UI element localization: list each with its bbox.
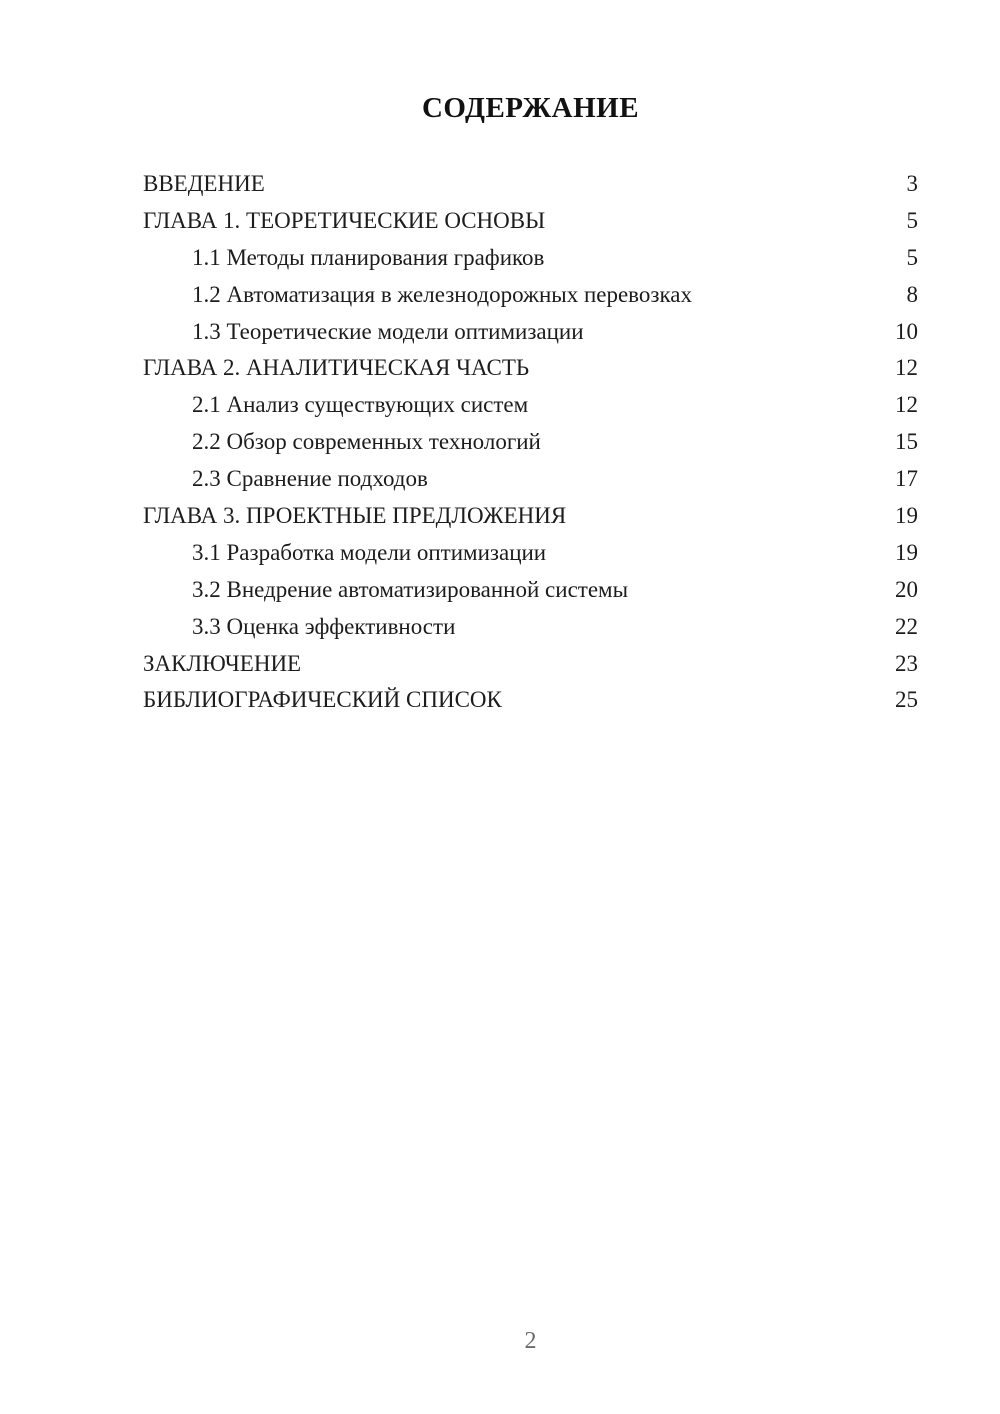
- toc-entry: [143, 646, 918, 683]
- toc-entry-page: 22: [895, 613, 918, 639]
- toc-entry: [143, 240, 918, 277]
- toc-entry: [143, 350, 918, 387]
- toc-entry-page: 12: [895, 355, 918, 381]
- toc-entry-page: 20: [895, 576, 918, 602]
- toc-entry: [143, 277, 918, 314]
- toc-entry: [143, 314, 918, 351]
- toc-entry-label: 3.2 Внедрение автоматизированной системы: [192, 576, 629, 602]
- toc-entry-page: 19: [895, 539, 918, 565]
- page-title: СОДЕРЖАНИЕ: [421, 92, 640, 124]
- toc-entry-label: ГЛАВА 2. АНАЛИТИЧЕСКАЯ ЧАСТЬ: [143, 355, 530, 381]
- toc-entry-label: 3.1 Разработка модели оптимизации: [192, 539, 547, 565]
- toc-entry-page: 25: [895, 687, 918, 713]
- toc-entry-page: 12: [895, 392, 918, 418]
- toc-entry-page: 17: [895, 466, 918, 492]
- toc-entry-label: 1.2 Автоматизация в железнодорожных перевозках: [192, 281, 693, 307]
- toc-entry-label: 1.1 Методы планирования графиков: [192, 244, 545, 270]
- toc-entry-page: 10: [895, 318, 918, 344]
- toc-entry: [143, 203, 918, 240]
- toc-entry-label: ВВЕДЕНИЕ: [143, 171, 265, 196]
- toc-entry: [143, 682, 918, 719]
- toc-entry-label: 1.3 Теоретические модели оптимизации: [192, 318, 584, 344]
- toc-entry-page: 8: [906, 281, 918, 307]
- toc-entry-label: ГЛАВА 1. ТЕОРЕТИЧЕСКИЕ ОСНОВЫ: [143, 207, 546, 233]
- toc-entry-page: 5: [906, 244, 918, 270]
- toc-entry: [143, 166, 918, 203]
- toc-entry-page: 23: [895, 650, 918, 676]
- toc-entry: [143, 535, 918, 572]
- toc-entry-page: 3: [906, 171, 918, 196]
- toc-entry: [143, 498, 918, 535]
- toc-entry-page: 5: [906, 207, 918, 233]
- toc-entry: [143, 461, 918, 498]
- toc-entry-label: БИБЛИОГРАФИЧЕСКИЙ СПИСОК: [143, 687, 502, 713]
- toc-entry: [143, 424, 918, 461]
- toc-entry-page: 19: [895, 503, 918, 529]
- page-number: 2: [524, 1328, 537, 1354]
- toc-entry-label: 2.2 Обзор современных технологий: [192, 429, 541, 455]
- toc-entry-label: 2.3 Сравнение подходов: [192, 466, 428, 492]
- toc-entry-label: 3.3 Оценка эффективности: [192, 613, 456, 639]
- toc-entry-label: ГЛАВА 3. ПРОЕКТНЫЕ ПРЕДЛОЖЕНИЯ: [143, 503, 567, 529]
- table-of-contents: [143, 166, 918, 719]
- toc-entry-page: 15: [895, 429, 918, 455]
- toc-entry: [143, 387, 918, 424]
- toc-entry-label: 2.1 Анализ существующих систем: [192, 392, 529, 418]
- toc-entry: [143, 609, 918, 646]
- toc-entry: [143, 572, 918, 609]
- toc-entry-label: ЗАКЛЮЧЕНИЕ: [143, 650, 302, 676]
